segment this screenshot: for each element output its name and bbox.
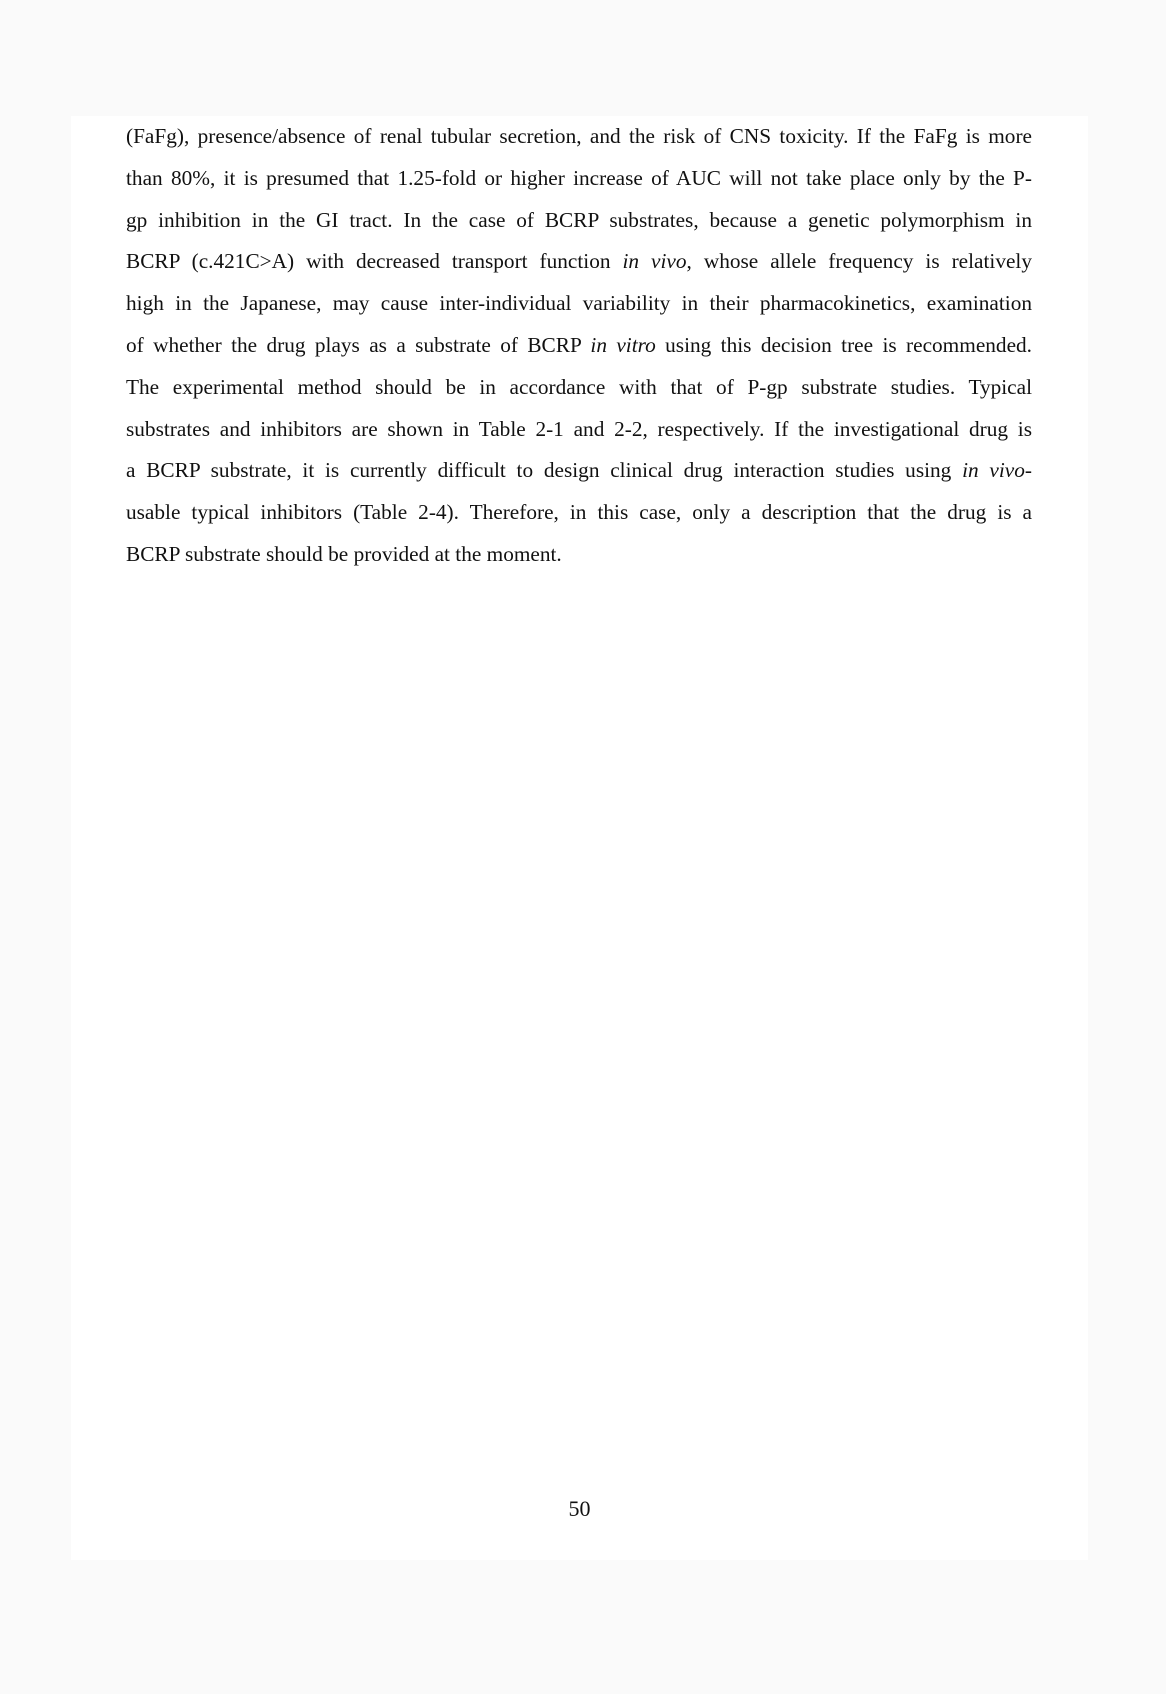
text-run: high in the Japanese, may cause inter-individual variability in their pharmacokinetics, examination (126, 291, 1032, 316)
document-page (71, 116, 1088, 1560)
text-line (126, 325, 1032, 367)
italic-term: in vivo (962, 458, 1025, 483)
text-run: than 80%, it is presumed that 1.25-fold or higher increase of AUC will not take place only by the P- (126, 165, 1032, 190)
text-line (126, 241, 1032, 283)
text-run: BCRP substrate should be provided at the moment. (126, 541, 562, 566)
text-line (126, 158, 1032, 200)
body-paragraph (126, 116, 1032, 576)
text-run: gp inhibition in the GI tract. In the case of BCRP substrates, because a genetic polymorphism in (126, 207, 1032, 232)
text-line (126, 409, 1032, 451)
text-run: substrates and inhibitors are shown in Table 2-1 and 2-2, respectively. If the investigational drug is (126, 416, 1032, 441)
text-run: , whose allele frequency is relatively (686, 249, 1032, 274)
text-run: (FaFg), presence/absence of renal tubular secretion, and the risk of CNS toxicity. If the FaFg is more (126, 124, 1032, 148)
text-line (126, 534, 1032, 576)
text-run: a BCRP substrate, it is currently difficult to design clinical drug interaction studies using (126, 458, 963, 483)
italic-term: in vivo (622, 249, 687, 274)
italic-term: in vitro (590, 332, 656, 357)
text-run: BCRP (c.421C>A) with decreased transport function (126, 249, 623, 274)
text-line (126, 116, 1032, 158)
text-run: - (1024, 458, 1032, 483)
text-line (126, 450, 1032, 492)
text-run: of whether the drug plays as a substrate of BCRP (126, 332, 591, 357)
text-run: using this decision tree is recommended. (655, 332, 1032, 357)
text-line (126, 283, 1032, 325)
page-number: 50 (568, 1496, 591, 1521)
text-line (126, 367, 1032, 409)
text-line (126, 200, 1032, 242)
text-run: usable typical inhibitors (Table 2-4). Therefore, in this case, only a description that the drug is a (126, 500, 1032, 525)
text-line (126, 492, 1032, 534)
text-run: The experimental method should be in accordance with that of P-gp substrate studies. Typical (126, 374, 1032, 399)
